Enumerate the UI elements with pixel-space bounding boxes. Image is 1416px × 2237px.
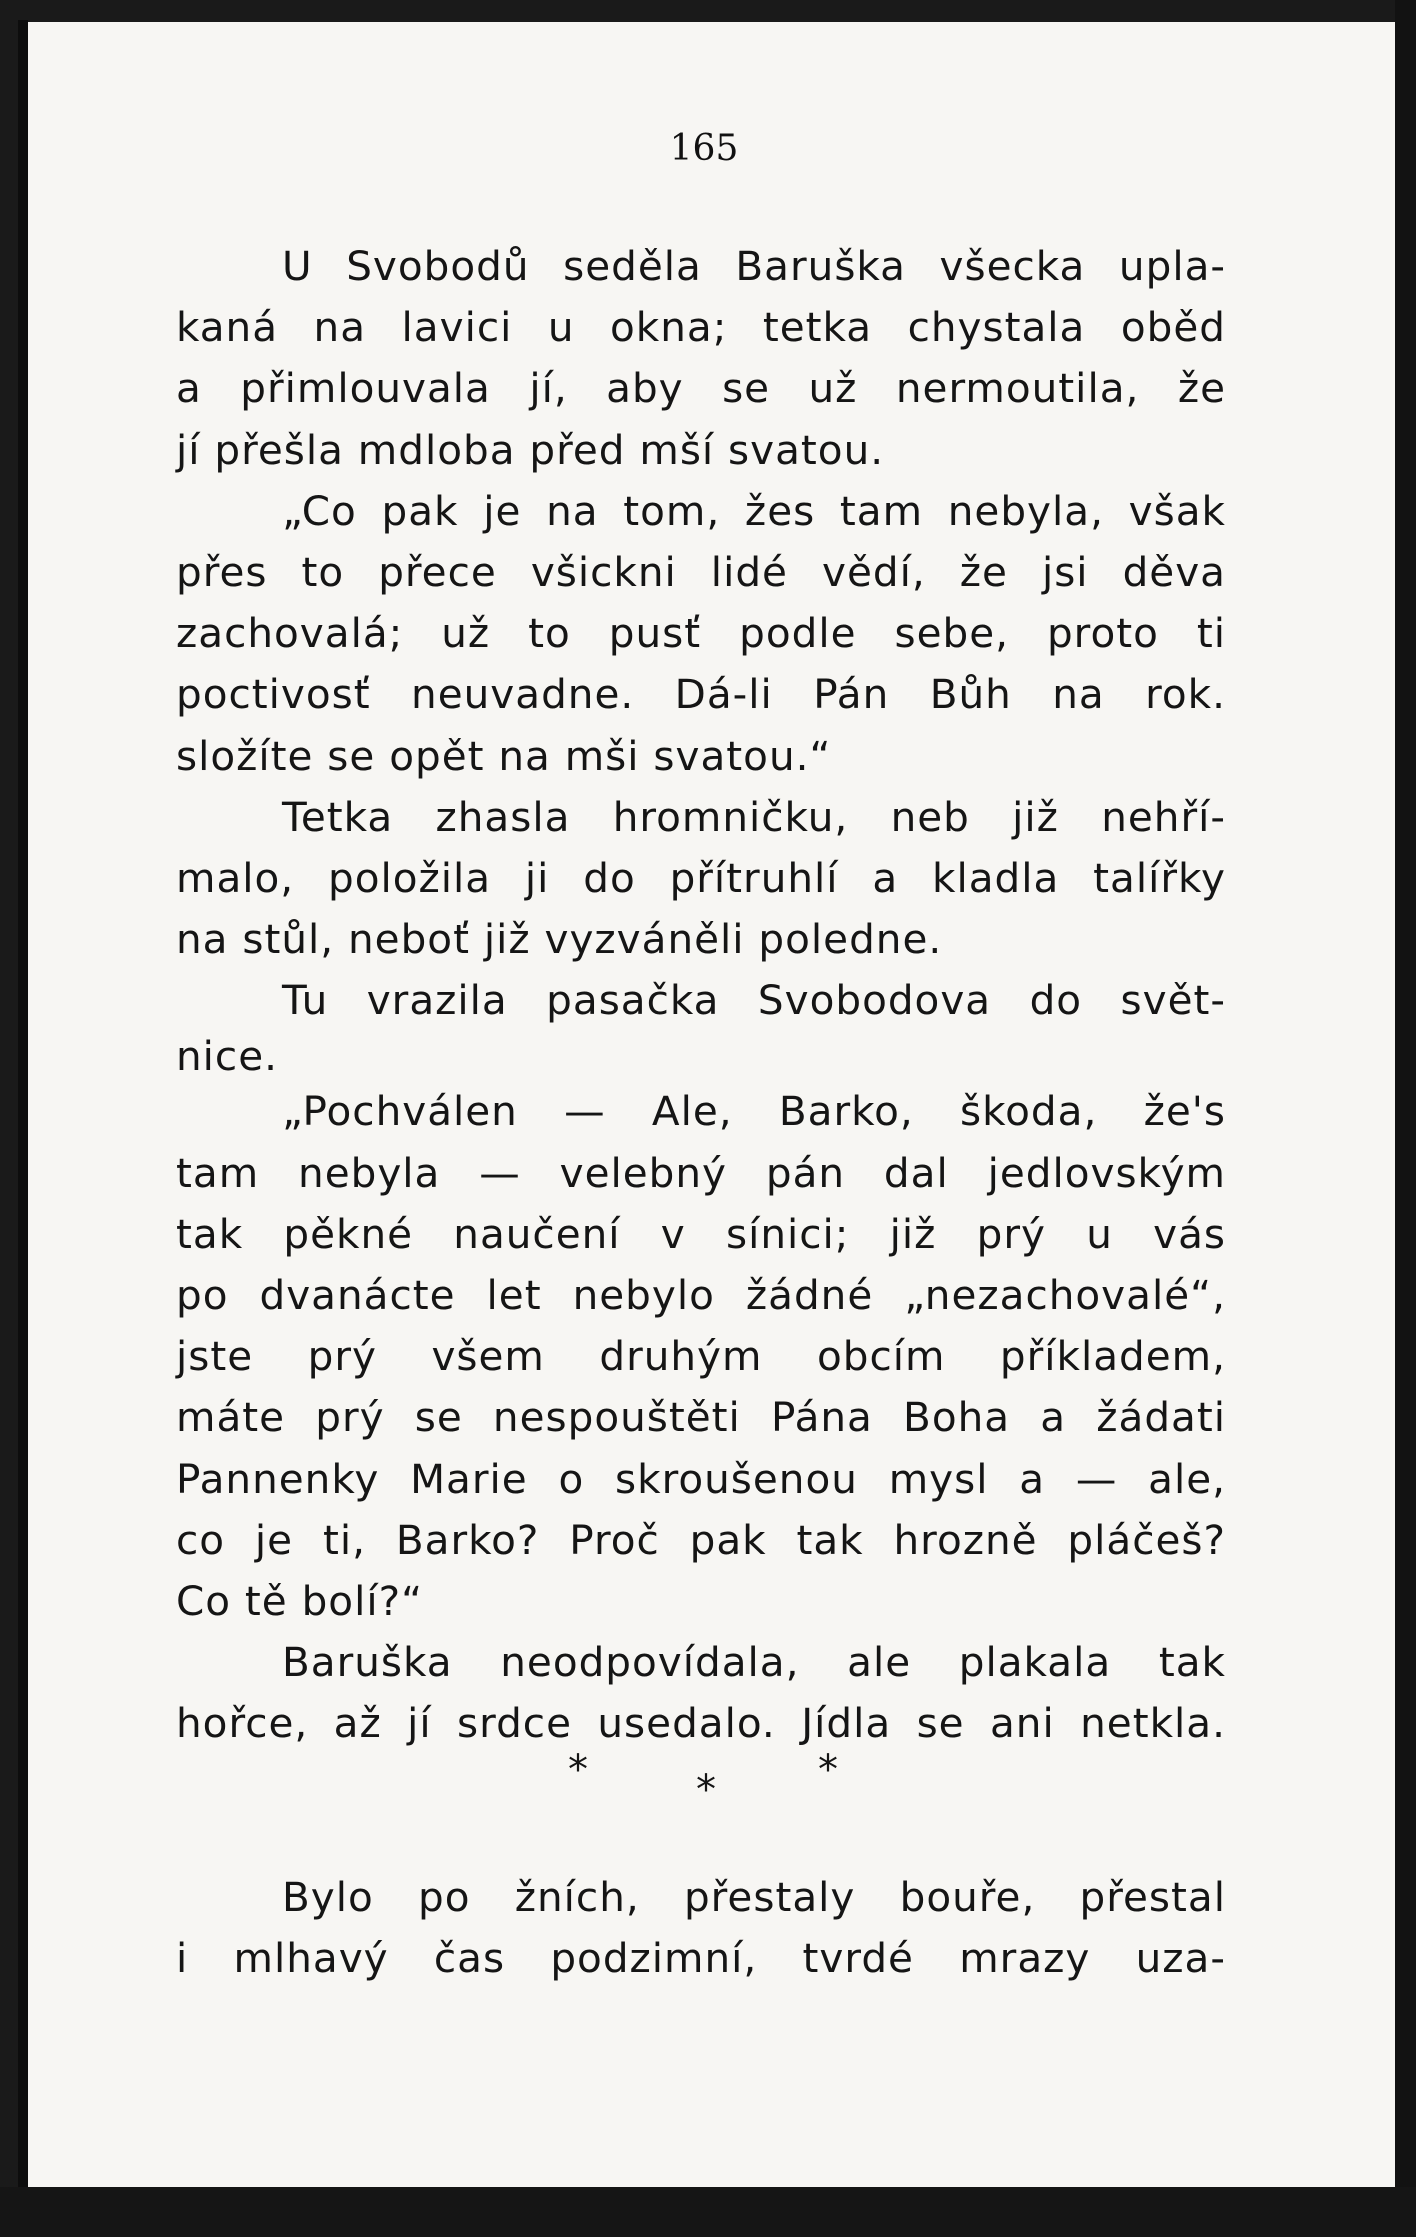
page-number: 165 <box>669 128 739 169</box>
text-line: i mlhavý čas podzimní, tvrdé mrazy uza- <box>176 1933 1226 1982</box>
text-line: tak pěkné naučení v sínici; již prý u vás <box>176 1209 1226 1258</box>
text-line: přes to přece všickni lidé vědí, že jsi děva <box>176 547 1226 596</box>
text-line: po dvanácte let nebylo žádné „nezachovalé“, <box>176 1271 1226 1319</box>
text-line: nice. <box>176 1032 278 1081</box>
text-line: tam nebyla — velebný pán dal jedlovským <box>176 1148 1226 1197</box>
asterisk: * <box>818 1746 838 1793</box>
text-line: U Svobodů seděla Baruška všecka upla- <box>282 242 1226 290</box>
text-line: Tu vrazila pasačka Svobodova do svět- <box>282 976 1226 1025</box>
text-line: na stůl, neboť již vyzváněli poledne. <box>176 915 943 964</box>
text-line: „Co pak je na tom, žes tam nebyla, však <box>282 486 1226 535</box>
right-scan-edge <box>1395 0 1416 2237</box>
text-line: složíte se opět na mši svatou.“ <box>176 731 832 780</box>
text-line: máte prý se nespouštěti Pána Boha a žádati <box>176 1393 1226 1442</box>
text-line: co je ti, Barko? Proč pak tak hrozně pláčeš? <box>176 1515 1226 1564</box>
body-text <box>176 236 1226 1989</box>
text-line: a přimlouvala jí, aby se už nermoutila, že <box>176 364 1226 413</box>
text-line: hořce, až jí srdce usedalo. Jídla se ani netkla. <box>176 1699 1226 1748</box>
asterisk: * <box>696 1766 716 1813</box>
text-line: „Pochválen — Ale, Barko, škoda, že's <box>282 1087 1226 1136</box>
text-line: Bylo po žních, přestaly bouře, přestal <box>282 1872 1226 1921</box>
text-line: Baruška neodpovídala, ale plakala tak <box>282 1638 1226 1687</box>
text-line: Co tě bolí?“ <box>176 1576 424 1625</box>
text-line: jste prý všem druhým obcím příkladem, <box>176 1332 1226 1381</box>
text-line: Pannenky Marie o skroušenou mysl a — ale, <box>176 1454 1226 1503</box>
section-separator <box>176 1746 1226 1867</box>
text-line: kaná na lavici u okna; tetka chystala oběd <box>176 303 1226 352</box>
text-line: poctivosť neuvadne. Dá-li Pán Bůh na rok. <box>176 670 1226 719</box>
binding-edge <box>18 20 28 2220</box>
text-line: zachovalá; už to pusť podle sebe, proto ti <box>176 609 1226 658</box>
asterisk: * <box>568 1746 588 1793</box>
text-line: jí přešla mdloba před mší svatou. <box>176 425 885 474</box>
text-line: Tetka zhasla hromničku, neb již nehří- <box>282 792 1226 841</box>
bottom-scan-edge <box>0 2187 1416 2237</box>
text-line: malo, položila ji do přítruhlí a kladla talířky <box>176 853 1226 902</box>
